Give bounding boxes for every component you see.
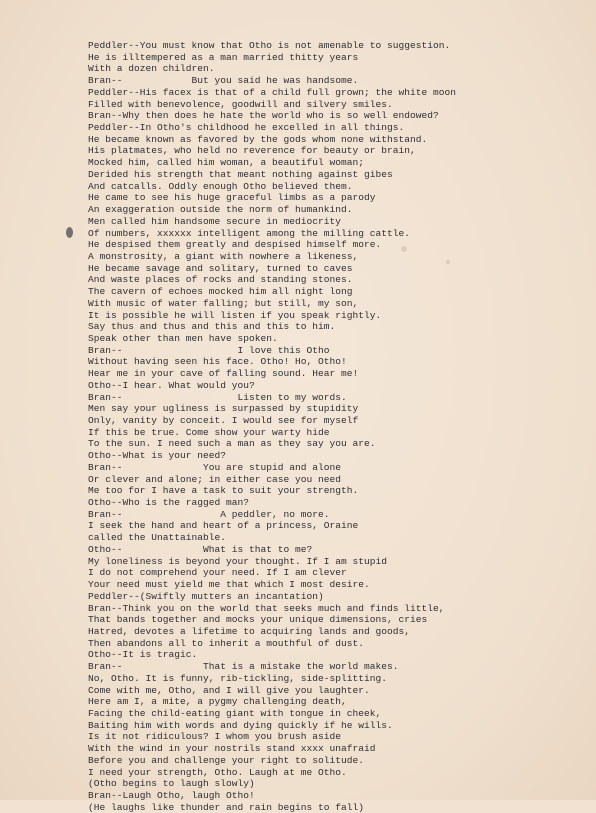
text-line: That bands together and mocks your unique dimensions, cries (88, 614, 428, 626)
text-line: Otho-- What is that to me? (88, 543, 313, 555)
text-line: (He laughs like thunder and rain begins to fall) (88, 801, 364, 813)
text-line: Say thus and thus and this and this to him. (88, 321, 336, 333)
text-line: To the sun. I need such a man as they say you are. (88, 438, 376, 450)
ink-smudge (66, 227, 73, 238)
text-line: Speak other than men have spoken. (88, 332, 278, 344)
text-line: Men called him handsome secure in mediocrity (88, 215, 341, 227)
text-line: No, Otho. It is funny, rib-tickling, side-splitting. (88, 672, 387, 684)
text-line: He became known as favored by the gods whom none withstand. (88, 133, 428, 145)
text-line: A monstrosity, a giant with nowhere a likeness, (88, 250, 359, 262)
text-line: The cavern of echoes mocked him all night long (88, 286, 353, 298)
text-line: I do not comprehend your need. If I am clever (88, 567, 347, 579)
text-line: I seek the hand and heart of a princess, Oraine (88, 520, 359, 532)
text-line: Here am I, a mite, a pygmy challenging death, (88, 696, 347, 708)
text-line: Filled with benevolence, goodwill and silvery smiles. (88, 98, 393, 110)
text-line: Mocked him, called him woman, a beautiful woman; (88, 157, 364, 169)
text-line: Bran-- You are stupid and alone (88, 461, 341, 473)
text-line: Of numbers, xxxxxx intelligent among the milling cattle. (88, 227, 410, 239)
text-line: called the Unattainable. (88, 532, 226, 544)
text-line: Me too for I have a task to suit your strength. (88, 485, 359, 497)
text-line: Otho--Who is the ragged man? (88, 497, 249, 509)
text-line: Come with me, Otho, and I will give you laughter. (88, 684, 370, 696)
text-line: Bran-- A peddler, no more. (88, 508, 330, 520)
text-line: Your need must yield me that which I most desire. (88, 579, 370, 591)
text-line: Without having seen his face. Otho! Ho, Otho! (88, 356, 347, 368)
text-line: Peddler--(Swiftly mutters an incantation) (88, 590, 324, 602)
text-line: Peddler--You must know that Otho is not amenable to suggestion. (88, 40, 451, 51)
text-line: Bran-- I love this Otho (88, 344, 330, 356)
text-line: Otho--What is your need? (88, 450, 226, 462)
text-line: And catcalls. Oddly enough Otho believed them. (88, 180, 353, 192)
text-line: Bran--Think you on the world that seeks much and finds little, (88, 602, 445, 614)
typescript-text (88, 40, 588, 813)
text-line: Otho--It is tragic. (88, 649, 198, 661)
text-line: He became savage and solitary, turned to caves (88, 262, 353, 274)
text-line: Or clever and alone; in either case you need (88, 473, 341, 485)
text-line: Bran-- Listen to my words. (88, 391, 347, 403)
text-line: Bran-- That is a mistake the world makes. (88, 661, 399, 673)
text-line: With a dozen children. (88, 63, 215, 75)
text-line: Then abandons all to inherit a mouthful of dust. (88, 637, 364, 649)
text-line: Bran--Laugh Otho, laugh Otho! (88, 790, 255, 801)
text-line: His platmates, who held no reverence for beauty or brain, (88, 145, 416, 157)
text-line: If this be true. Come show your warty hide (88, 426, 330, 438)
text-line: Peddler--His facex is that of a child full grown; the white moon (88, 86, 456, 98)
text-line: An exaggeration outside the norm of humankind. (88, 204, 353, 216)
text-line: Before you and challenge your right to solitude. (88, 754, 364, 766)
text-line: Only, vanity by conceit. I would see for myself (88, 415, 359, 426)
text-line: And waste places of rocks and standing stones. (88, 274, 353, 286)
text-line: With music of water falling; but still, my son, (88, 297, 359, 309)
text-line: He despised them greatly and despised himself more. (88, 239, 382, 251)
text-line: (Otho begins to laugh slowly) (88, 778, 255, 790)
text-line: Is it not ridiculous? I whom you brush aside (88, 731, 341, 743)
text-line: Hear me in your cave of falling sound. Hear me! (88, 368, 359, 380)
text-line: It is possible he will listen if you speak rightly. (88, 309, 382, 321)
text-line: Baiting him with words and dying quickly if he wills. (88, 719, 393, 731)
text-line: Facing the child-eating giant with tongue in cheek, (88, 707, 382, 719)
text-line: Peddler--In Otho's childhood he excelled in all things. (88, 122, 405, 134)
text-line: Derided his strength that meant nothing against gibes (88, 168, 393, 180)
text-line: He is illtempered as a man married thitty years (88, 51, 359, 63)
text-line: Otho--I hear. What would you? (88, 379, 255, 391)
text-line: Bran-- But you said he was handsome. (88, 75, 359, 87)
text-line: Hatred, devotes a lifetime to acquiring lands and goods, (88, 625, 410, 637)
text-line: My loneliness is beyond your thought. If I am stupid (88, 555, 387, 567)
text-line: He came to see his huge graceful limbs as a parody (88, 192, 376, 204)
text-line: Bran--Why then does he hate the world who is so well endowed? (88, 110, 439, 122)
text-line: Men say your ugliness is surpassed by stupidity (88, 403, 359, 415)
text-line: With the wind in your nostrils stand xxxx unafraid (88, 743, 376, 755)
text-line: I need your strength, Otho. Laugh at me Otho. (88, 766, 347, 778)
